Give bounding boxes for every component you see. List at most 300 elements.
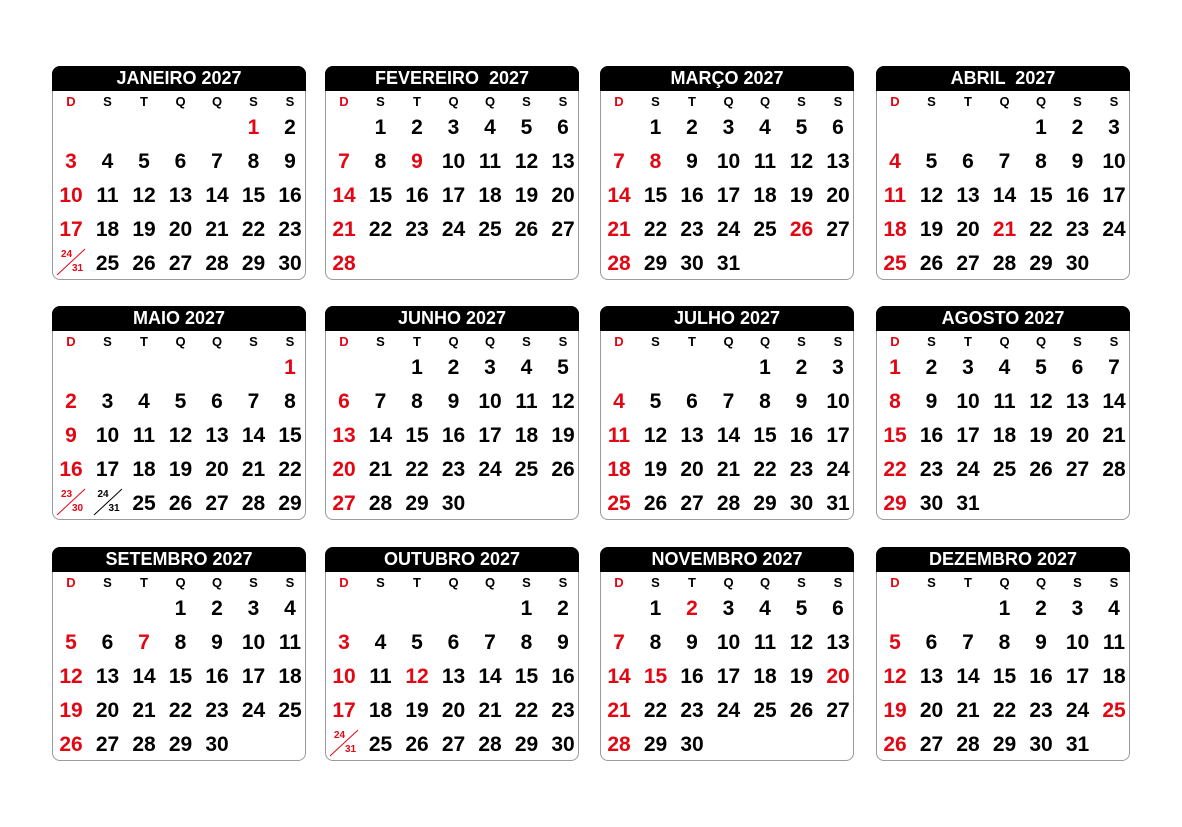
weekday-label: S	[1073, 94, 1082, 109]
day-cell: 12	[883, 665, 907, 688]
month-title: JANEIRO 2027	[52, 66, 306, 91]
day-cell: 6	[174, 150, 187, 173]
day-cell: 7	[998, 150, 1011, 173]
day-cell: 19	[789, 184, 814, 207]
weekday-label: S	[651, 94, 660, 109]
month-title: MAIO 2027	[52, 306, 306, 331]
day-cell: 5	[1035, 356, 1047, 379]
day-cell: 11	[993, 390, 1016, 413]
month-title: JUNHO 2027	[325, 306, 579, 331]
day-cell: 23	[1065, 218, 1090, 241]
day-cell: 15	[168, 665, 193, 688]
split-day-bottom: 31	[108, 503, 120, 514]
day-cell: 24	[241, 699, 266, 722]
day-cell: 22	[643, 218, 668, 241]
day-cell: 29	[643, 733, 668, 756]
day-cell: 22	[168, 699, 193, 722]
weekday-label: S	[285, 94, 295, 109]
day-cell: 16	[789, 424, 814, 447]
day-cell: 15	[883, 424, 907, 447]
weekday-label: Q	[484, 94, 496, 109]
day-cell: 1	[759, 356, 771, 379]
day-cell: 26	[789, 699, 814, 722]
weekday-label: Q	[211, 575, 223, 590]
day-cell: 20	[919, 699, 944, 722]
month-card	[876, 547, 1130, 761]
month-title: SETEMBRO 2027	[52, 547, 306, 572]
day-cell: 13	[551, 150, 575, 173]
weekday-label: S	[522, 575, 531, 590]
day-cell: 22	[753, 458, 777, 481]
day-cell: 14	[332, 184, 356, 207]
day-cell: 8	[759, 390, 771, 413]
weekday-label: D	[614, 575, 624, 590]
month-card	[600, 66, 854, 280]
month-card	[876, 66, 1130, 280]
day-cell: 1	[998, 597, 1011, 620]
day-cell: 7	[613, 631, 625, 654]
day-cell: 15	[278, 424, 302, 447]
day-cell: 14	[956, 665, 980, 688]
day-cell: 21	[332, 218, 356, 241]
day-cell: 24	[1102, 218, 1126, 241]
day-cell: 27	[1065, 458, 1090, 481]
day-cell: 17	[826, 424, 850, 447]
day-cell: 15	[405, 424, 429, 447]
day-cell: 4	[889, 150, 901, 173]
day-cell: 30	[205, 733, 229, 756]
day-cell: 12	[514, 150, 539, 173]
weekday-label: D	[339, 334, 349, 349]
split-day-top: 24	[97, 489, 109, 500]
day-cell: 16	[441, 424, 466, 447]
day-cell: 17	[716, 184, 741, 207]
day-cell: 21	[716, 458, 741, 481]
weekday-label: S	[376, 94, 385, 109]
day-cell: 19	[59, 699, 83, 722]
weekday-label: Q	[211, 94, 223, 109]
day-cell: 16	[680, 665, 704, 688]
month-card	[52, 547, 306, 761]
day-cell: 29	[643, 252, 668, 275]
weekday-label: S	[376, 575, 385, 590]
day-cell: 10	[478, 390, 502, 413]
day-cell: 27	[956, 252, 980, 275]
day-cell: 14	[241, 424, 266, 447]
day-cell: 22	[278, 458, 302, 481]
split-day-cell	[55, 487, 87, 517]
month-card	[52, 306, 306, 520]
day-cell: 22	[514, 699, 539, 722]
day-cell: 17	[95, 458, 120, 481]
day-cell: 20	[205, 458, 229, 481]
day-cell: 31	[956, 492, 980, 515]
day-cell: 19	[919, 218, 944, 241]
split-day-cell	[92, 487, 124, 517]
day-cell: 8	[649, 631, 662, 654]
weekday-label: Q	[175, 334, 186, 349]
split-day-bottom: 30	[72, 503, 84, 514]
day-cell: 4	[484, 116, 496, 139]
month-title: ABRIL 2027	[876, 66, 1130, 91]
day-cell: 20	[956, 218, 980, 241]
weekday-label: T	[413, 334, 421, 349]
day-cell: 20	[168, 218, 193, 241]
day-cell: 21	[956, 699, 980, 722]
day-cell: 15	[368, 184, 393, 207]
day-cell: 9	[284, 150, 296, 173]
day-cell: 14	[992, 184, 1017, 207]
day-cell: 9	[411, 150, 423, 173]
day-cell: 6	[832, 597, 844, 620]
day-cell: 2	[65, 390, 77, 413]
day-cell: 17	[478, 424, 502, 447]
split-day-bottom: 31	[72, 263, 84, 274]
day-cell: 7	[962, 631, 974, 654]
day-cell: 4	[284, 597, 296, 620]
month-card	[600, 306, 854, 520]
day-cell: 25	[368, 733, 393, 756]
day-cell: 28	[132, 733, 156, 756]
weekday-label: S	[249, 94, 258, 109]
weekday-label: Q	[999, 575, 1010, 590]
day-cell: 15	[643, 184, 668, 207]
day-cell: 17	[1102, 184, 1126, 207]
day-cell: 27	[95, 733, 120, 756]
weekday-label: S	[833, 334, 843, 349]
day-cell: 1	[411, 356, 423, 379]
day-cell: 27	[680, 492, 704, 515]
split-day-top: 23	[61, 489, 73, 500]
day-cell: 17	[1065, 665, 1090, 688]
weekday-label: D	[66, 94, 76, 109]
day-cell: 16	[551, 665, 575, 688]
weekday-label: T	[688, 575, 696, 590]
day-cell: 24	[716, 699, 741, 722]
day-cell: 23	[919, 458, 944, 481]
day-cell: 22	[992, 699, 1017, 722]
day-cell: 23	[441, 458, 466, 481]
weekday-label: Q	[448, 575, 459, 590]
day-cell: 31	[1065, 733, 1090, 756]
day-cell: 29	[883, 492, 907, 515]
day-cell: 5	[138, 150, 150, 173]
weekday-label: S	[522, 334, 531, 349]
day-cell: 25	[607, 492, 631, 515]
day-cell: 7	[722, 390, 735, 413]
day-cell: 30	[1029, 733, 1053, 756]
day-cell: 7	[374, 390, 387, 413]
day-cell: 11	[132, 424, 156, 447]
day-cell: 3	[832, 356, 844, 379]
day-cell: 25	[1102, 699, 1126, 722]
day-cell: 17	[332, 699, 356, 722]
split-day-top: 24	[61, 249, 73, 260]
day-cell: 13	[680, 424, 704, 447]
weekday-label: Q	[484, 334, 496, 349]
day-cell: 4	[101, 150, 114, 173]
day-cell: 5	[411, 631, 423, 654]
day-cell: 26	[514, 218, 539, 241]
day-cell: 18	[1102, 665, 1126, 688]
day-cell: 2	[557, 597, 569, 620]
day-cell: 25	[278, 699, 302, 722]
weekday-label: S	[1109, 334, 1119, 349]
day-cell: 3	[247, 597, 260, 620]
day-cell: 13	[919, 665, 944, 688]
day-cell: 20	[332, 458, 356, 481]
weekday-label: S	[285, 334, 295, 349]
day-cell: 14	[368, 424, 393, 447]
day-cell: 28	[205, 252, 229, 275]
day-cell: 15	[241, 184, 266, 207]
weekday-label: S	[1073, 334, 1082, 349]
day-cell: 9	[65, 424, 77, 447]
day-cell: 18	[753, 184, 777, 207]
day-cell: 12	[789, 631, 814, 654]
day-cell: 28	[368, 492, 393, 515]
day-cell: 5	[557, 356, 569, 379]
split-day-cell	[55, 247, 87, 277]
day-cell: 23	[405, 218, 429, 241]
day-cell: 9	[686, 150, 698, 173]
weekday-label: S	[833, 94, 843, 109]
day-cell: 19	[168, 458, 193, 481]
day-cell: 8	[649, 150, 662, 173]
weekday-label: T	[964, 94, 972, 109]
day-cell: 17	[716, 665, 741, 688]
day-cell: 16	[405, 184, 429, 207]
day-cell: 10	[241, 631, 266, 654]
day-cell: 3	[962, 356, 974, 379]
day-cell: 6	[447, 631, 460, 654]
day-cell: 30	[919, 492, 944, 515]
day-cell: 18	[992, 424, 1017, 447]
day-cell: 18	[514, 424, 539, 447]
day-cell: 15	[643, 665, 668, 688]
day-cell: 16	[919, 424, 944, 447]
day-cell: 30	[789, 492, 814, 515]
day-cell: 6	[101, 631, 114, 654]
day-cell: 10	[1065, 631, 1090, 654]
day-cell: 9	[1071, 150, 1084, 173]
day-cell: 12	[551, 390, 575, 413]
day-cell: 21	[132, 699, 156, 722]
day-cell: 7	[1108, 356, 1120, 379]
day-cell: 12	[59, 665, 83, 688]
day-cell: 13	[441, 665, 466, 688]
day-cell: 4	[1108, 597, 1120, 620]
day-cell: 3	[722, 597, 735, 620]
month-card	[325, 66, 579, 280]
day-cell: 28	[1102, 458, 1126, 481]
weekday-label: D	[66, 575, 76, 590]
weekday-label: T	[964, 334, 972, 349]
day-cell: 1	[247, 116, 260, 139]
day-cell: 27	[205, 492, 229, 515]
day-cell: 18	[883, 218, 907, 241]
day-cell: 27	[826, 699, 850, 722]
weekday-label: S	[797, 575, 806, 590]
day-cell: 21	[478, 699, 502, 722]
weekday-label: D	[66, 334, 76, 349]
day-cell: 7	[338, 150, 350, 173]
weekday-label: D	[890, 334, 900, 349]
day-cell: 18	[753, 665, 777, 688]
day-cell: 11	[753, 150, 777, 173]
day-cell: 8	[247, 150, 260, 173]
weekday-label: Q	[1035, 94, 1047, 109]
day-cell: 14	[205, 184, 229, 207]
day-cell: 19	[514, 184, 539, 207]
day-cell: 27	[168, 252, 193, 275]
day-cell: 21	[1102, 424, 1126, 447]
day-cell: 17	[241, 665, 266, 688]
day-cell: 7	[211, 150, 223, 173]
day-cell: 3	[1108, 116, 1120, 139]
day-cell: 14	[478, 665, 502, 688]
day-cell: 26	[789, 218, 814, 241]
day-cell: 9	[1035, 631, 1047, 654]
weekday-label: T	[688, 94, 696, 109]
day-cell: 15	[992, 665, 1017, 688]
weekday-label: S	[927, 334, 936, 349]
day-cell: 6	[557, 116, 569, 139]
day-cell: 9	[795, 390, 808, 413]
day-cell: 28	[607, 252, 631, 275]
day-cell: 1	[374, 116, 387, 139]
day-cell: 4	[138, 390, 150, 413]
month-title: NOVEMBRO 2027	[600, 547, 854, 572]
day-cell: 14	[607, 665, 631, 688]
day-cell: 24	[956, 458, 980, 481]
day-cell: 6	[832, 116, 844, 139]
day-cell: 29	[168, 733, 193, 756]
month-title: DEZEMBRO 2027	[876, 547, 1130, 572]
day-cell: 5	[889, 631, 901, 654]
day-cell: 11	[278, 631, 302, 654]
weekday-label: Q	[759, 94, 771, 109]
weekday-label: S	[103, 334, 112, 349]
day-cell: 13	[1065, 390, 1090, 413]
day-cell: 4	[374, 631, 387, 654]
day-cell: 23	[551, 699, 575, 722]
day-cell: 2	[1071, 116, 1084, 139]
day-cell: 2	[795, 356, 808, 379]
weekday-label: D	[890, 575, 900, 590]
day-cell: 2	[284, 116, 296, 139]
weekday-label: T	[964, 575, 972, 590]
day-cell: 23	[680, 218, 704, 241]
weekday-label: T	[413, 94, 421, 109]
weekday-label: Q	[999, 334, 1010, 349]
day-cell: 27	[332, 492, 356, 515]
weekday-label: T	[140, 575, 148, 590]
day-cell: 16	[1029, 665, 1053, 688]
weekday-label: S	[927, 94, 936, 109]
day-cell: 2	[686, 597, 698, 620]
weekday-label: Q	[175, 94, 186, 109]
month-card	[600, 547, 854, 761]
day-cell: 21	[992, 218, 1017, 241]
day-cell: 1	[889, 356, 901, 379]
day-cell: 13	[95, 665, 120, 688]
month-title: MARÇO 2027	[600, 66, 854, 91]
day-cell: 31	[716, 252, 741, 275]
weekday-label: D	[614, 94, 624, 109]
split-day-cell	[328, 728, 360, 758]
day-cell: 19	[132, 218, 156, 241]
day-cell: 1	[649, 597, 662, 620]
day-cell: 6	[1071, 356, 1084, 379]
day-cell: 11	[515, 390, 538, 413]
day-cell: 29	[1029, 252, 1053, 275]
day-cell: 3	[65, 150, 77, 173]
day-cell: 4	[759, 116, 771, 139]
day-cell: 26	[883, 733, 907, 756]
weekday-label: S	[558, 575, 568, 590]
day-cell: 27	[441, 733, 466, 756]
day-cell: 10	[826, 390, 850, 413]
day-cell: 28	[332, 252, 356, 275]
day-cell: 24	[826, 458, 850, 481]
day-cell: 27	[826, 218, 850, 241]
day-cell: 9	[557, 631, 569, 654]
day-cell: 16	[278, 184, 302, 207]
weekday-label: D	[890, 94, 900, 109]
month-title: AGOSTO 2027	[876, 306, 1130, 331]
day-cell: 9	[447, 390, 460, 413]
day-cell: 25	[992, 458, 1017, 481]
day-cell: 1	[649, 116, 662, 139]
day-cell: 13	[168, 184, 193, 207]
month-title: FEVEREIRO 2027	[325, 66, 579, 91]
day-cell: 23	[680, 699, 704, 722]
weekday-label: S	[797, 94, 806, 109]
weekday-label: Q	[448, 334, 459, 349]
day-cell: 28	[716, 492, 741, 515]
day-cell: 18	[132, 458, 156, 481]
weekday-label: D	[339, 94, 349, 109]
day-cell: 15	[753, 424, 777, 447]
day-cell: 11	[607, 424, 631, 447]
weekday-label: S	[1109, 575, 1119, 590]
day-cell: 3	[484, 356, 496, 379]
day-cell: 22	[368, 218, 393, 241]
day-cell: 26	[919, 252, 944, 275]
day-cell: 23	[789, 458, 814, 481]
weekday-label: S	[1073, 575, 1082, 590]
weekday-label: D	[339, 575, 349, 590]
day-cell: 12	[643, 424, 668, 447]
day-cell: 21	[205, 218, 229, 241]
day-cell: 14	[716, 424, 741, 447]
day-cell: 25	[753, 218, 777, 241]
weekday-label: Q	[1035, 575, 1047, 590]
day-cell: 2	[411, 116, 423, 139]
day-cell: 20	[441, 699, 466, 722]
day-cell: 21	[607, 699, 631, 722]
weekday-label: S	[558, 334, 568, 349]
day-cell: 7	[613, 150, 625, 173]
weekday-label: S	[522, 94, 531, 109]
day-cell: 5	[795, 597, 808, 620]
day-cell: 22	[405, 458, 429, 481]
day-cell: 19	[643, 458, 668, 481]
day-cell: 22	[241, 218, 266, 241]
weekday-label: S	[651, 334, 660, 349]
weekday-label: S	[249, 575, 258, 590]
